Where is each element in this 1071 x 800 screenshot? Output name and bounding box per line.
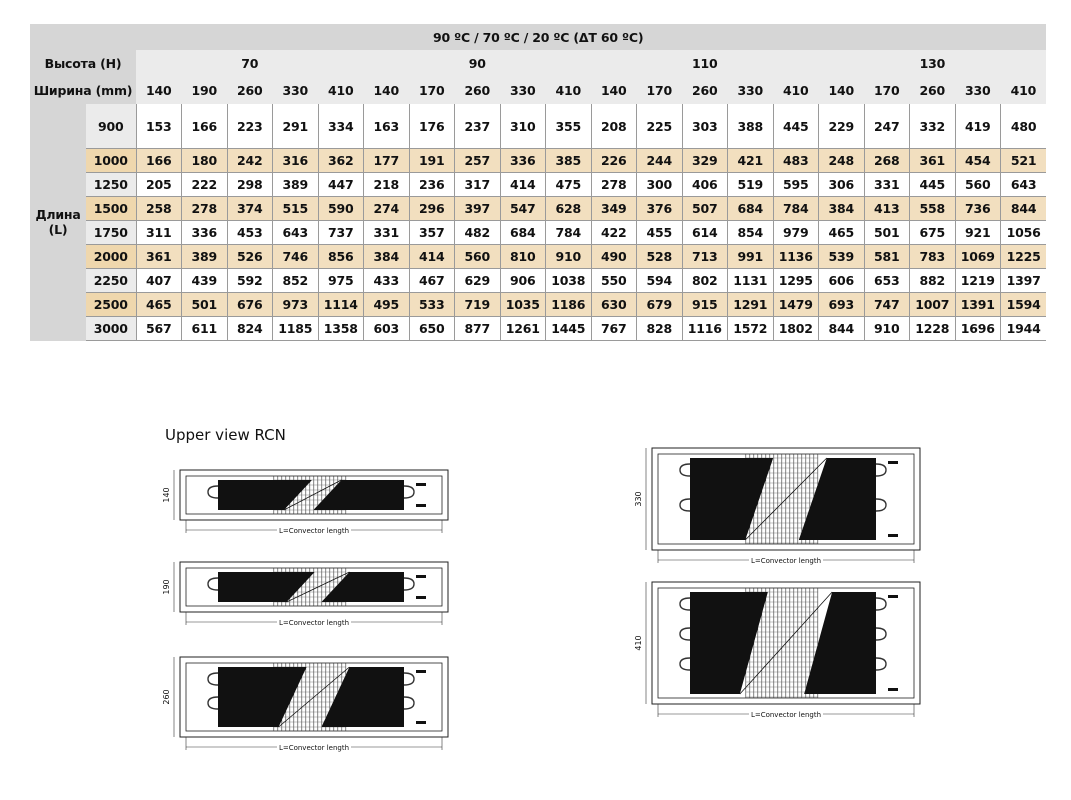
output-value: 453 [227, 221, 273, 245]
length-value: 2250 [86, 269, 136, 293]
output-value: 244 [637, 149, 683, 173]
output-value: 414 [500, 173, 546, 197]
output-value: 991 [728, 245, 774, 269]
output-value: 166 [182, 104, 228, 149]
output-value: 515 [273, 197, 319, 221]
output-value: 810 [500, 245, 546, 269]
width-value: 410 [773, 77, 819, 104]
output-value: 480 [1001, 104, 1047, 149]
pipe-bend-icon [680, 464, 690, 476]
width-dimension-label: 330 [634, 491, 643, 507]
length-label [30, 104, 86, 341]
output-value: 1295 [773, 269, 819, 293]
exchanger-block-right [799, 458, 876, 540]
output-value: 1007 [910, 293, 956, 317]
width-value: 140 [591, 77, 637, 104]
output-value: 407 [136, 269, 182, 293]
output-value: 331 [864, 173, 910, 197]
output-value: 454 [955, 149, 1001, 173]
output-value: 1696 [955, 317, 1001, 341]
output-value: 258 [136, 197, 182, 221]
output-value: 614 [682, 221, 728, 245]
width-dimension-label: 260 [162, 689, 171, 705]
table-row [30, 293, 1046, 317]
convector-drawing-140 [160, 468, 452, 546]
output-value: 385 [546, 149, 592, 173]
output-value: 1116 [682, 317, 728, 341]
output-value: 226 [591, 149, 637, 173]
pipe-bend-icon [680, 628, 690, 640]
exchanger-block-right [804, 592, 876, 694]
output-value: 421 [728, 149, 774, 173]
length-value: 1750 [86, 221, 136, 245]
width-value: 410 [318, 77, 364, 104]
table-row [30, 269, 1046, 293]
length-value: 900 [86, 104, 136, 149]
table-row [30, 221, 1046, 245]
output-value: 248 [819, 149, 865, 173]
convector-drawing-190 [160, 560, 452, 635]
output-value: 560 [455, 245, 501, 269]
length-dimension-label: L=Convector length [278, 527, 350, 535]
width-value: 330 [955, 77, 1001, 104]
output-value: 877 [455, 317, 501, 341]
output-value: 225 [637, 104, 683, 149]
output-value: 1185 [273, 317, 319, 341]
output-value: 419 [955, 104, 1001, 149]
output-value: 501 [182, 293, 228, 317]
output-value: 539 [819, 245, 865, 269]
output-value: 1445 [546, 317, 592, 341]
output-value: 784 [773, 197, 819, 221]
exchanger-block-left [690, 592, 768, 694]
output-value: 533 [409, 293, 455, 317]
pipe-bend-icon [208, 486, 218, 498]
output-value: 558 [910, 197, 956, 221]
width-value: 330 [728, 77, 774, 104]
output-value: 397 [455, 197, 501, 221]
output-value: 1136 [773, 245, 819, 269]
height-group: 130 [819, 50, 1047, 77]
output-value: 1038 [546, 269, 592, 293]
output-value: 611 [182, 317, 228, 341]
output-value: 1358 [318, 317, 364, 341]
output-value: 1056 [1001, 221, 1047, 245]
output-value: 242 [227, 149, 273, 173]
pipe-bend-icon [208, 697, 218, 709]
output-value: 490 [591, 245, 637, 269]
output-value: 384 [364, 245, 410, 269]
output-value: 336 [182, 221, 228, 245]
output-value: 1291 [728, 293, 774, 317]
height-group: 110 [591, 50, 819, 77]
output-value: 291 [273, 104, 319, 149]
output-value: 191 [409, 149, 455, 173]
output-value: 482 [455, 221, 501, 245]
width-value: 140 [136, 77, 182, 104]
convector-drawing-330 [632, 446, 924, 574]
output-value: 547 [500, 197, 546, 221]
output-value: 465 [136, 293, 182, 317]
output-value: 176 [409, 104, 455, 149]
output-value: 445 [910, 173, 956, 197]
pipe-bend-icon [208, 578, 218, 590]
output-value: 630 [591, 293, 637, 317]
output-value: 650 [409, 317, 455, 341]
output-value: 303 [682, 104, 728, 149]
output-value: 507 [682, 197, 728, 221]
width-value: 410 [1001, 77, 1047, 104]
table-row [30, 317, 1046, 341]
width-header-row [30, 77, 1046, 104]
width-value: 140 [819, 77, 865, 104]
width-value: 260 [910, 77, 956, 104]
output-value: 223 [227, 104, 273, 149]
output-value: 550 [591, 269, 637, 293]
output-value: 153 [136, 104, 182, 149]
output-value: 1186 [546, 293, 592, 317]
output-value: 528 [637, 245, 683, 269]
output-value: 693 [819, 293, 865, 317]
table-row [30, 149, 1046, 173]
output-value: 455 [637, 221, 683, 245]
output-value: 653 [864, 269, 910, 293]
output-value: 784 [546, 221, 592, 245]
output-value: 388 [728, 104, 774, 149]
length-label-line-2: (L) [48, 222, 68, 238]
length-dimension-label: L=Convector length [278, 744, 350, 752]
output-value: 257 [455, 149, 501, 173]
output-value: 1397 [1001, 269, 1047, 293]
output-value: 767 [591, 317, 637, 341]
output-value: 475 [546, 173, 592, 197]
output-value: 1391 [955, 293, 1001, 317]
pipe-bend-icon [208, 673, 218, 685]
height-label: Высота (H) [30, 50, 136, 77]
output-value: 329 [682, 149, 728, 173]
output-value: 676 [227, 293, 273, 317]
length-value: 1250 [86, 173, 136, 197]
output-value: 229 [819, 104, 865, 149]
pipe-bend-icon [680, 658, 690, 670]
exchanger-block-left [218, 572, 315, 602]
output-value: 1114 [318, 293, 364, 317]
output-value: 205 [136, 173, 182, 197]
output-value: 166 [136, 149, 182, 173]
output-value: 208 [591, 104, 637, 149]
pipe-bend-icon [680, 598, 690, 610]
height-group: 70 [136, 50, 364, 77]
width-value: 260 [455, 77, 501, 104]
output-value: 274 [364, 197, 410, 221]
output-value: 910 [864, 317, 910, 341]
output-value: 746 [273, 245, 319, 269]
output-value: 317 [455, 173, 501, 197]
height-header-row [30, 50, 1046, 77]
output-value: 414 [409, 245, 455, 269]
output-value: 1594 [1001, 293, 1047, 317]
output-value: 1131 [728, 269, 774, 293]
output-value: 592 [227, 269, 273, 293]
output-value: 218 [364, 173, 410, 197]
output-value: 389 [273, 173, 319, 197]
output-value: 439 [182, 269, 228, 293]
output-value: 719 [455, 293, 501, 317]
output-value: 483 [773, 149, 819, 173]
output-value: 1572 [728, 317, 774, 341]
output-value: 355 [546, 104, 592, 149]
output-value: 590 [318, 197, 364, 221]
output-value: 445 [773, 104, 819, 149]
length-dimension-label: L=Convector length [750, 711, 822, 719]
output-value: 278 [182, 197, 228, 221]
length-value: 2000 [86, 245, 136, 269]
output-value: 374 [227, 197, 273, 221]
output-value: 495 [364, 293, 410, 317]
table-title: 90 ºC / 70 ºC / 20 ºC (ΔT 60 ºC) [30, 24, 1046, 50]
output-value: 278 [591, 173, 637, 197]
output-value: 1802 [773, 317, 819, 341]
output-value: 1225 [1001, 245, 1047, 269]
upper-view-title: Upper view RCN [165, 426, 286, 444]
output-value: 684 [728, 197, 774, 221]
output-value: 567 [136, 317, 182, 341]
output-value: 594 [637, 269, 683, 293]
output-value: 526 [227, 245, 273, 269]
output-value: 332 [910, 104, 956, 149]
output-value: 906 [500, 269, 546, 293]
output-value: 824 [227, 317, 273, 341]
output-value: 975 [318, 269, 364, 293]
output-value: 310 [500, 104, 546, 149]
width-dimension-label: 190 [162, 579, 171, 595]
output-value: 921 [955, 221, 1001, 245]
output-value: 854 [728, 221, 774, 245]
output-value: 268 [864, 149, 910, 173]
output-value: 336 [500, 149, 546, 173]
output-value: 844 [819, 317, 865, 341]
output-value: 1261 [500, 317, 546, 341]
width-value: 330 [273, 77, 319, 104]
output-value: 298 [227, 173, 273, 197]
length-value: 1000 [86, 149, 136, 173]
output-value: 844 [1001, 197, 1047, 221]
output-value: 973 [273, 293, 319, 317]
output-value: 1035 [500, 293, 546, 317]
output-value: 316 [273, 149, 319, 173]
width-value: 260 [227, 77, 273, 104]
output-value: 737 [318, 221, 364, 245]
length-value: 3000 [86, 317, 136, 341]
exchanger-block-left [690, 458, 773, 540]
output-value: 521 [1001, 149, 1047, 173]
output-value: 1219 [955, 269, 1001, 293]
output-value: 376 [637, 197, 683, 221]
output-value: 447 [318, 173, 364, 197]
output-value: 643 [1001, 173, 1047, 197]
output-value: 300 [637, 173, 683, 197]
width-dimension-label: 410 [634, 635, 643, 651]
output-value: 296 [409, 197, 455, 221]
output-value: 979 [773, 221, 819, 245]
output-value: 852 [273, 269, 319, 293]
table-title-row [30, 24, 1046, 50]
output-value: 349 [591, 197, 637, 221]
width-dimension-label: 140 [162, 487, 171, 503]
output-value: 501 [864, 221, 910, 245]
output-value: 915 [682, 293, 728, 317]
output-value: 560 [955, 173, 1001, 197]
width-value: 410 [546, 77, 592, 104]
output-value: 357 [409, 221, 455, 245]
table-row [30, 104, 1046, 149]
width-value: 260 [682, 77, 728, 104]
output-value: 675 [910, 221, 956, 245]
length-dimension-label: L=Convector length [278, 619, 350, 627]
output-value: 222 [182, 173, 228, 197]
output-value: 747 [864, 293, 910, 317]
output-value: 882 [910, 269, 956, 293]
output-value: 433 [364, 269, 410, 293]
output-value: 465 [819, 221, 865, 245]
length-label-line-1: Длина [35, 207, 81, 223]
output-value: 1069 [955, 245, 1001, 269]
output-value: 384 [819, 197, 865, 221]
output-value: 629 [455, 269, 501, 293]
pipe-bend-icon [680, 499, 690, 511]
output-value: 1944 [1001, 317, 1047, 341]
table-row [30, 197, 1046, 221]
output-value: 247 [864, 104, 910, 149]
length-dimension-label: L=Convector length [750, 557, 822, 565]
output-value: 606 [819, 269, 865, 293]
output-value: 467 [409, 269, 455, 293]
output-value: 736 [955, 197, 1001, 221]
output-value: 413 [864, 197, 910, 221]
output-value: 334 [318, 104, 364, 149]
output-value: 361 [910, 149, 956, 173]
width-value: 170 [864, 77, 910, 104]
output-value: 306 [819, 173, 865, 197]
length-value: 1500 [86, 197, 136, 221]
output-value: 236 [409, 173, 455, 197]
output-value: 406 [682, 173, 728, 197]
height-group: 90 [364, 50, 592, 77]
width-value: 190 [182, 77, 228, 104]
output-value: 163 [364, 104, 410, 149]
width-value: 170 [409, 77, 455, 104]
output-value: 180 [182, 149, 228, 173]
output-value: 519 [728, 173, 774, 197]
width-value: 140 [364, 77, 410, 104]
output-value: 643 [273, 221, 319, 245]
output-value: 331 [364, 221, 410, 245]
output-value: 362 [318, 149, 364, 173]
length-value: 2500 [86, 293, 136, 317]
width-label: Ширина (mm) [30, 77, 136, 104]
convector-output-table [30, 24, 1046, 341]
output-value: 856 [318, 245, 364, 269]
output-value: 177 [364, 149, 410, 173]
width-value: 170 [637, 77, 683, 104]
width-value: 330 [500, 77, 546, 104]
table-row [30, 173, 1046, 197]
output-value: 713 [682, 245, 728, 269]
convector-drawing-410 [632, 580, 924, 732]
output-value: 679 [637, 293, 683, 317]
output-value: 389 [182, 245, 228, 269]
convector-drawing-260 [160, 655, 452, 755]
output-value: 595 [773, 173, 819, 197]
output-value: 311 [136, 221, 182, 245]
output-value: 783 [910, 245, 956, 269]
output-value: 237 [455, 104, 501, 149]
output-value: 422 [591, 221, 637, 245]
output-value: 684 [500, 221, 546, 245]
output-value: 603 [364, 317, 410, 341]
output-value: 1228 [910, 317, 956, 341]
output-value: 910 [546, 245, 592, 269]
table-row [30, 245, 1046, 269]
output-value: 628 [546, 197, 592, 221]
output-value: 1479 [773, 293, 819, 317]
output-value: 802 [682, 269, 728, 293]
output-value: 828 [637, 317, 683, 341]
output-value: 581 [864, 245, 910, 269]
output-value: 361 [136, 245, 182, 269]
